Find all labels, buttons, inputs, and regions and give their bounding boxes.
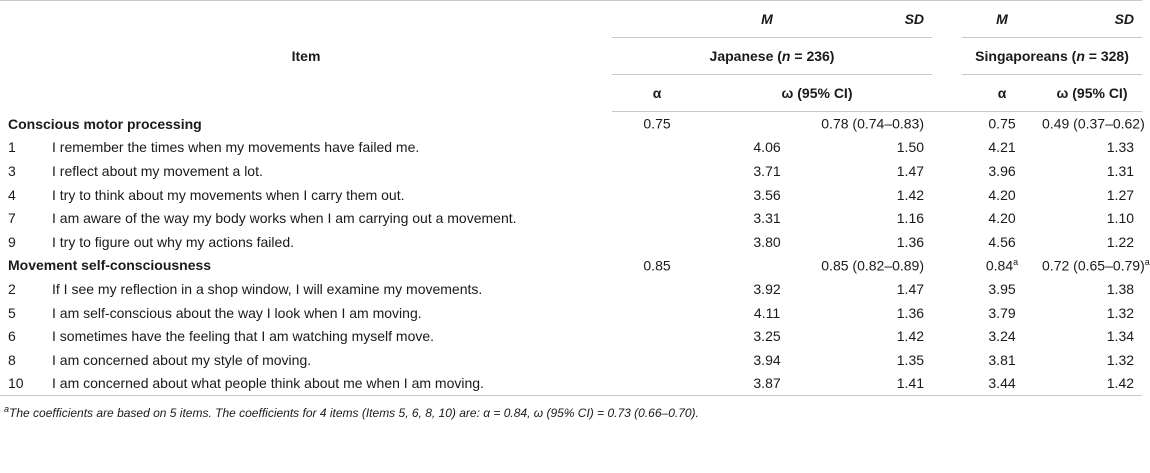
- jp-sd-value: 1.36: [896, 304, 925, 321]
- item-number: 8: [8, 351, 16, 368]
- sg-sd-value: 1.34: [1106, 328, 1135, 345]
- section-title: Movement self-consciousness: [8, 257, 212, 274]
- sg-sd-value: 1.27: [1106, 186, 1135, 203]
- item-text: I am self-conscious about the way I look when I am moving.: [52, 304, 422, 321]
- jp-sd-value: 1.50: [896, 139, 925, 156]
- jp-alpha: 0.75: [643, 116, 671, 133]
- item-text: I reflect about my movement a lot.: [52, 162, 263, 179]
- sg-sd-value: 1.42: [1042, 372, 1142, 396]
- sg-sd-value: 1.22: [1106, 233, 1135, 250]
- jp-m-value: 3.80: [753, 233, 781, 250]
- table-row: [0, 324, 1142, 348]
- table-row: [0, 301, 1142, 325]
- jp-m-value: 3.31: [753, 210, 781, 227]
- jp-sd-value: 1.47: [896, 162, 925, 179]
- jp-sd-value: 1.42: [896, 328, 925, 345]
- sg-sd-value: 1.38: [1106, 280, 1135, 297]
- item-text: I am concerned about my style of moving.: [52, 351, 312, 368]
- jp-sd-value: 1.16: [896, 210, 925, 227]
- footnote-mark: a: [4, 404, 10, 415]
- jp-alpha: 0.85: [643, 257, 671, 274]
- jp-m-value: 3.25: [753, 328, 781, 345]
- sg-m-value: 4.20: [988, 186, 1016, 203]
- item-number: 10: [0, 372, 52, 396]
- jp-omega: 0.85 (0.82–0.89): [821, 257, 925, 274]
- jp-m-value: 4.11: [753, 304, 781, 321]
- item-text: I sometimes have the feeling that I am watching myself move.: [52, 328, 435, 345]
- jp-sd-value: 1.41: [832, 372, 932, 396]
- sg-m-value: 4.21: [988, 139, 1016, 156]
- jp-m-value: 3.92: [753, 280, 781, 297]
- sg-m-value: 3.24: [988, 328, 1016, 345]
- item-text: I am concerned about what people think about me when I am moving.: [52, 372, 612, 396]
- section-row: [0, 112, 1142, 136]
- jp-sd-value: 1.47: [896, 280, 925, 297]
- sg-sd-value: 1.33: [1106, 139, 1135, 156]
- item-text: I try to figure out why my actions failed.: [52, 233, 294, 250]
- sg-sd-value: 1.32: [1106, 351, 1135, 368]
- japanese-group-header: Japanese (n = 236): [612, 38, 932, 75]
- sg-alpha: 0.75: [988, 116, 1016, 133]
- sg-omega-header: ω (95% CI): [1042, 75, 1142, 112]
- jp-omega-header: ω (95% CI): [702, 75, 932, 112]
- footnote: [0, 404, 1142, 420]
- jp-m-header: M: [702, 1, 832, 38]
- jp-sd-value: 1.42: [896, 186, 925, 203]
- jp-m-value: 3.56: [753, 186, 781, 203]
- table-row: [0, 348, 1142, 372]
- item-text: If I see my reflection in a shop window, I will examine my movements.: [52, 280, 483, 297]
- item-number: 1: [8, 139, 16, 156]
- jp-m-value: 3.94: [753, 351, 781, 368]
- table-row: [0, 136, 1142, 160]
- section-row: [0, 254, 1142, 278]
- footnote-text: The coefficients are based on 5 items. The coefficients for 4 items (Items 5, 6, 8, 10) are: α = 0.84, ω (95% CI) = 0.73 (0.66–0.70).: [9, 406, 699, 421]
- jp-omega: 0.78 (0.74–0.83): [821, 116, 925, 133]
- sg-m-value: 3.96: [988, 162, 1016, 179]
- sg-sd-value: 1.32: [1106, 304, 1135, 321]
- jp-m-value: 3.87: [702, 372, 832, 396]
- table-header: [0, 1, 1142, 112]
- item-header-label: Item: [291, 48, 321, 65]
- sg-m-value: 4.20: [988, 210, 1016, 227]
- sg-m-header: M: [962, 1, 1042, 38]
- sg-omega: 0.49 (0.37–0.62): [1042, 116, 1145, 133]
- table-row: [0, 206, 1142, 230]
- item-text: I try to think about my movements when I carry them out.: [52, 186, 405, 203]
- item-number: 7: [8, 210, 16, 227]
- sg-alpha: 0.84$^a$: [985, 257, 1019, 274]
- sg-m-value: 3.44: [962, 372, 1042, 396]
- section-title: Conscious motor processing: [8, 115, 202, 132]
- jp-alpha-header: α: [612, 75, 702, 112]
- sg-m-value: 3.81: [988, 351, 1016, 368]
- jp-sd-header: SD: [832, 1, 932, 38]
- item-number: 3: [8, 162, 16, 179]
- item-text: I remember the times when my movements have failed me.: [52, 139, 420, 156]
- item-text: I am aware of the way my body works when I am carrying out a movement.: [52, 210, 517, 227]
- sg-sd-value: 1.31: [1106, 162, 1135, 179]
- sg-alpha-header: α: [962, 75, 1042, 112]
- sg-sd-value: 1.10: [1106, 210, 1135, 227]
- jp-m-value: 3.71: [753, 162, 781, 179]
- table-body: [0, 112, 1150, 396]
- jp-sd-value: 1.36: [896, 233, 925, 250]
- item-number: 4: [8, 186, 16, 203]
- table-row: [0, 372, 1142, 396]
- table-row: [0, 159, 1142, 183]
- jp-m-value: 4.06: [753, 139, 781, 156]
- table-row: [0, 277, 1142, 301]
- item-number: 6: [8, 328, 16, 345]
- item-number: 2: [8, 280, 16, 297]
- sg-m-value: 4.56: [988, 233, 1016, 250]
- table-row: [0, 230, 1142, 254]
- sg-m-value: 3.79: [988, 304, 1016, 321]
- sg-sd-header: SD: [1042, 1, 1142, 38]
- table-row: [0, 183, 1142, 207]
- singaporeans-group-header: Singaporeans (n = 328): [962, 38, 1142, 75]
- sg-m-value: 3.95: [988, 280, 1016, 297]
- item-column-header: [0, 1, 612, 112]
- item-number: 9: [8, 233, 16, 250]
- sg-omega: 0.72 $(0.65-0.79)^a$: [1042, 257, 1150, 274]
- jp-sd-value: 1.35: [896, 351, 925, 368]
- item-number: 5: [8, 304, 16, 321]
